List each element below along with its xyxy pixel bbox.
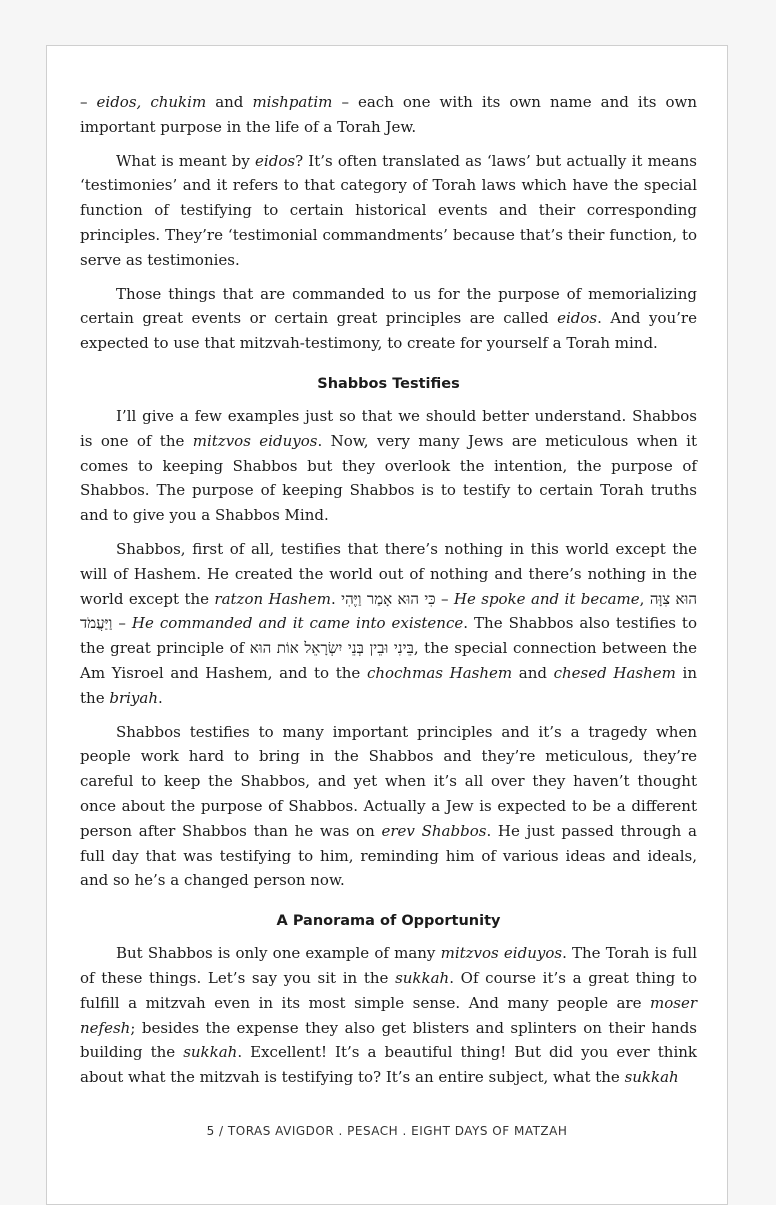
paragraph-2 [80, 149, 697, 273]
text: . [331, 589, 342, 608]
italic-term: erev Shabbos [381, 821, 487, 840]
italic-term: moser nefesh [80, 993, 697, 1037]
text: I’ll give a few examples just so that we should better understand. Shabbos is one of the [80, 406, 697, 450]
paragraph-1 [80, 90, 697, 140]
italic-term: briyah [109, 688, 158, 707]
text: – [80, 93, 97, 111]
italic-term: chochmas Hashem [366, 663, 513, 682]
text: and [206, 93, 253, 111]
italic-term: eidos [255, 151, 296, 170]
text: . Now, very many Jews are meticulous when it comes to keeping Shabbos but they overlook the intention, the purpose of Shabbos. The purpose of keeping Shabbos is to testify to certain Torah truths and to give you a Shabbos Mind. [80, 431, 697, 525]
paragraph-4 [80, 404, 697, 528]
italic-term: eidos [557, 309, 598, 328]
text: ? It’s often translated as ‘laws’ but actually it means ‘testimonies’ and it refers to that category of Torah laws which have the special function of testifying to certain historical events and their corresponding principles. They’re ‘testimonial commandments’ because that’s their function, to serve as testimonies. [80, 151, 697, 269]
paragraph-6 [80, 720, 697, 894]
text: . Of course it’s a great thing to fulfill a mitzvah even in its most simple sense. And many people are [80, 968, 697, 1012]
hebrew-quote: כִּי הוּא אָמַר וַיֶּהִי [341, 589, 436, 608]
page-body [80, 90, 697, 1099]
italic-translation: He commanded and it came into existence [131, 614, 464, 633]
italic-term: mitzvos eiduyos [192, 431, 318, 450]
italic-term: sukkah [183, 1043, 238, 1062]
text: – each one with its own name and its own important purpose in the life of a Torah Jew. [80, 93, 697, 136]
italic-term: eidos, chukim [96, 93, 207, 111]
text: in the [80, 663, 697, 707]
italic-term: mitzvos eiduyos [440, 944, 563, 963]
italic-term: ratzon Hashem [214, 589, 332, 608]
text: – [435, 589, 454, 608]
italic-term: chesed Hashem [553, 663, 676, 682]
paragraph-5 [80, 537, 697, 711]
text: ; besides the expense they also get blisters and splinters on their hands building the [80, 1018, 697, 1062]
text: But Shabbos is only one example of many [116, 944, 441, 963]
section-heading-panorama: A Panorama of Opportunity [276, 913, 501, 930]
italic-term: sukkah [624, 1068, 679, 1087]
text: , the special connection between the Am Yisroel and Hashem, and to the [80, 639, 697, 682]
italic-translation: He spoke and it became [453, 589, 640, 608]
hebrew-quote: בֵּינִי וּבֵין בְּנֵי יִשְׂרָאֵל אוֹת הוּא [249, 639, 414, 658]
section-heading-shabbos-testifies: Shabbos Testifies [317, 375, 460, 392]
page-footer: 5 / TORAS AVIGDOR . PESACH . EIGHT DAYS OF MATZAH [206, 1124, 568, 1138]
text: . The Torah is full of these things. Let’s say you sit in the [80, 944, 698, 987]
text: Shabbos, first of all, testifies that there’s nothing in this world except the will of Hashem. He created the world out of nothing and there’s nothing in the world except the [80, 539, 697, 608]
text: Shabbos testifies to many important principles and it’s a tragedy when people work hard to bring in the Shabbos and they’re meticulous, they’re careful to keep the Shabbos, and yet when it’s all over they haven’t thought once about the purpose of Shabbos. Actually a Jew is expected to be a different person after Shabbos than he was on [80, 722, 697, 840]
text: and [512, 663, 554, 682]
text: – [112, 614, 132, 633]
text: . [158, 688, 163, 707]
book-page [46, 45, 728, 1205]
italic-term: mishpatim [252, 93, 333, 111]
text: . Excellent! It’s a beautiful thing! But did you ever think about what the mitzvah is testifying to? It’s an entire subject, what the [80, 1043, 697, 1087]
hebrew-quote: הוּא צִוָּה וַיַּעֲמֹד [80, 589, 697, 633]
italic-term: sukkah [395, 968, 450, 987]
paragraph-3 [80, 282, 697, 356]
text: , [639, 589, 650, 608]
text: Those things that are commanded to us for the purpose of memorializing certain great events or certain great principles are called [80, 284, 697, 328]
text: What is meant by [116, 151, 256, 170]
text: . He just passed through a full day that was testifying to him, reminding him of various ideas and ideals, and so he’s a changed person now. [80, 821, 697, 890]
text: . The Shabbos also testifies to the great principle of [80, 614, 697, 658]
paragraph-7 [80, 941, 697, 1090]
text: . And you’re expected to use that mitzvah-testimony, to create for yourself a Torah mind. [80, 309, 697, 353]
